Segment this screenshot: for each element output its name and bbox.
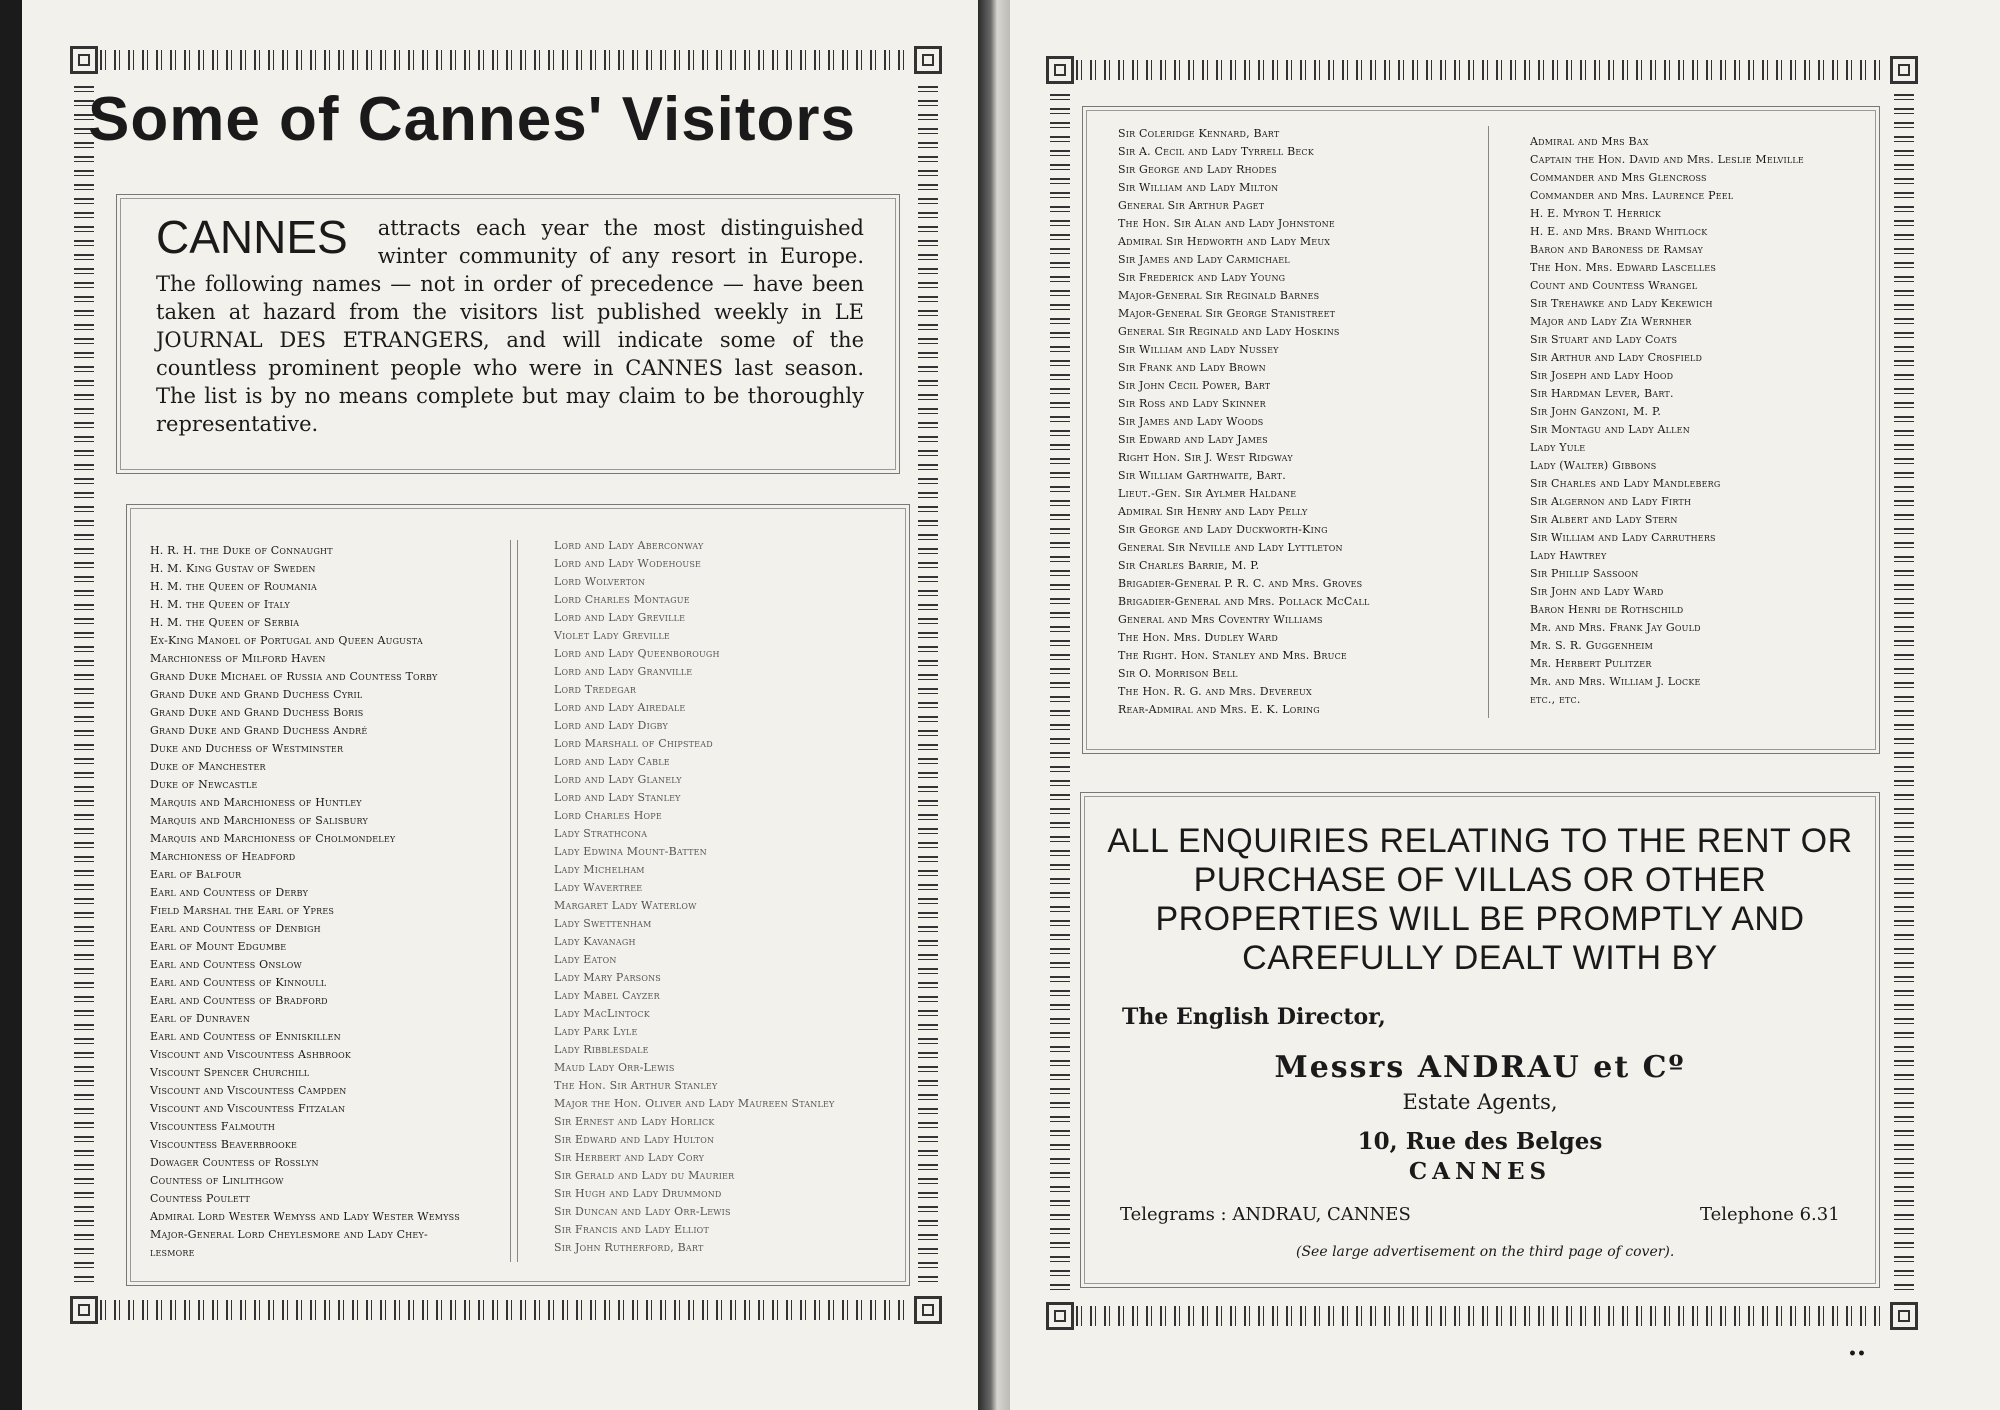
visitor-name: Sir Francis and Lady Elliot — [554, 1223, 709, 1236]
ad-telephone: Telephone 6.31 — [1700, 1204, 1840, 1225]
visitor-name: Sir Arthur and Lady Crosfield — [1530, 351, 1703, 364]
visitor-name: Lady Kavanagh — [554, 935, 636, 948]
visitor-name: Viscountess Falmouth — [150, 1120, 276, 1133]
visitor-name: H. M. the Queen of Roumania — [150, 580, 317, 593]
visitor-name: Lord and Lady Aberconway — [554, 539, 704, 552]
visitor-name: Sir William and Lady Nussey — [1118, 343, 1279, 356]
visitor-name: Earl of Balfour — [150, 868, 242, 881]
visitor-name: Sir Phillip Sassoon — [1530, 567, 1639, 580]
visitor-name: Lord and Lady Airedale — [554, 701, 686, 714]
visitor-name: Sir John Cecil Power, Bart — [1118, 379, 1271, 392]
visitor-name: Lord and Lady Greville — [554, 611, 686, 624]
visitor-name: Sir John Rutherford, Bart — [554, 1241, 704, 1254]
visitors-column-2 — [554, 537, 835, 1257]
visitor-name: Major the Hon. Oliver and Lady Maureen Stanley — [554, 1097, 835, 1110]
visitor-name: Major and Lady Zia Wernher — [1530, 315, 1692, 328]
ornamental-border-left — [74, 86, 94, 1286]
column-divider — [510, 540, 511, 1262]
visitor-name: Lady Strathcona — [554, 827, 648, 840]
intro-lead-word: CANNES — [156, 211, 348, 263]
visitor-name: Duke of Manchester — [150, 760, 266, 773]
visitor-name: Sir Ross and Lady Skinner — [1118, 397, 1266, 410]
visitor-name: H. M. King Gustav of Sweden — [150, 562, 316, 575]
visitor-name: Sir Edward and Lady James — [1118, 433, 1268, 446]
ornamental-border-top — [100, 50, 910, 70]
visitor-name: Sir Edward and Lady Hulton — [554, 1133, 715, 1146]
visitor-name: Captain the Hon. David and Mrs. Leslie Melville — [1530, 153, 1804, 166]
visitor-name: Marchioness of Milford Haven — [150, 652, 326, 665]
visitor-name: H. R. H. the Duke of Connaught — [150, 544, 333, 557]
visitor-name: The Hon. Mrs. Dudley Ward — [1118, 631, 1278, 644]
visitor-name: Rear-Admiral and Mrs. E. K. Loring — [1118, 703, 1320, 716]
visitor-name: Duke and Duchess of Westminster — [150, 742, 344, 755]
visitor-name: Countess Poulett — [150, 1192, 251, 1205]
visitor-name: Earl of Dunraven — [150, 1012, 251, 1025]
visitor-name: Sir Coleridge Kennard, Bart — [1118, 127, 1280, 140]
visitor-name: Viscount and Viscountess Campden — [150, 1084, 347, 1097]
visitor-name: Sir Duncan and Lady Orr-Lewis — [554, 1205, 731, 1218]
visitor-name: Lord Charles Montague — [554, 593, 690, 606]
visitor-name: Mr. Herbert Pulitzer — [1530, 657, 1652, 670]
visitor-name: Lord Charles Hope — [554, 809, 662, 822]
visitor-name: Field Marshal the Earl of Ypres — [150, 904, 335, 917]
visitor-name: Lord Marshall of Chipstead — [554, 737, 713, 750]
visitor-name: Viscount and Viscountess Fitzalan — [150, 1102, 346, 1115]
visitor-name: The Hon. R. G. and Mrs. Devereux — [1118, 685, 1312, 698]
visitor-name: Sir John and Lady Ward — [1530, 585, 1664, 598]
visitor-name: Viscount Spencer Churchill — [150, 1066, 310, 1079]
ornamental-border-top — [1076, 60, 1886, 80]
visitor-name: Dowager Countess of Rosslyn — [150, 1156, 319, 1169]
visitor-name: Admiral and Mrs Bax — [1530, 135, 1649, 148]
visitor-name: General Sir Arthur Paget — [1118, 199, 1265, 212]
intro-text: attracts each year the most distinguished winter community of any resort in Europe. The following names — not in order of precedence — have been taken at hazard from the visitors list published weekly in LE JOURNAL DES ETRANGERS, and will indicate some of the countless prominent people who were in CANNES last season. The list is by no means complete but may claim to be thoroughly representative. — [156, 216, 864, 436]
ornamental-border-right — [918, 86, 938, 1286]
visitor-name: The Hon. Sir Alan and Lady Johnstone — [1118, 217, 1335, 230]
corner-ornament-icon — [70, 46, 98, 74]
visitor-name: H. E. and Mrs. Brand Whitlock — [1530, 225, 1708, 238]
visitor-name: Major-General Sir George Stanistreet — [1118, 307, 1336, 320]
visitor-name: Ex-King Manoel of Portugal and Queen Augusta — [150, 634, 423, 647]
visitor-name: General Sir Neville and Lady Lyttleton — [1118, 541, 1343, 554]
intro-paragraph — [156, 211, 864, 438]
visitor-name: Grand Duke Michael of Russia and Countess Torby — [150, 670, 438, 683]
visitor-name: Brigadier-General P. R. C. and Mrs. Groves — [1118, 577, 1363, 590]
ad-firm-name: Messrs ANDRAU et Cº — [1274, 1050, 1686, 1085]
visitor-name: The Right. Hon. Stanley and Mrs. Bruce — [1118, 649, 1347, 662]
visitor-name: Lady Mabel Cayzer — [554, 989, 660, 1002]
visitor-name: The Hon. Mrs. Edward Lascelles — [1530, 261, 1717, 274]
visitor-name: Sir Charles Barrie, M. P. — [1118, 559, 1260, 572]
visitor-name: Grand Duke and Grand Duchess André — [150, 724, 368, 737]
visitor-name: Sir Charles and Lady Mandleberg — [1530, 477, 1721, 490]
visitor-name: Earl and Countess of Denbigh — [150, 922, 321, 935]
visitor-name: Lord and Lady Digby — [554, 719, 668, 732]
visitor-name: Sir Stuart and Lady Coats — [1530, 333, 1678, 346]
visitor-name: Lord and Lady Queenborough — [554, 647, 720, 660]
corner-ornament-icon — [914, 1296, 942, 1324]
visitor-name: Marchioness of Headford — [150, 850, 296, 863]
visitor-name: Sir Gerald and Lady du Maurier — [554, 1169, 735, 1182]
visitor-name: Lady Edwina Mount-Batten — [554, 845, 707, 858]
visitor-name: Mr. S. R. Guggenheim — [1530, 639, 1654, 652]
visitor-name: Sir O. Morrison Bell — [1118, 667, 1238, 680]
book-gutter — [978, 0, 1010, 1410]
visitor-name: Sir Albert and Lady Stern — [1530, 513, 1678, 526]
ornamental-border-left — [1050, 94, 1070, 1290]
visitor-name: Lady Wavertree — [554, 881, 643, 894]
visitor-name: Sir George and Lady Duckworth-King — [1118, 523, 1328, 536]
visitor-name: Major-General Sir Reginald Barnes — [1118, 289, 1320, 302]
visitor-name: Lady Eaton — [554, 953, 617, 966]
visitor-name: Lady Mary Parsons — [554, 971, 661, 984]
visitor-name: Lord Wolverton — [554, 575, 646, 588]
visitor-name: Countess of Linlithgow — [150, 1174, 284, 1187]
visitor-name: Lord Tredegar — [554, 683, 637, 696]
visitor-name: Grand Duke and Grand Duchess Cyril — [150, 688, 363, 701]
visitor-name: Margaret Lady Waterlow — [554, 899, 697, 912]
visitor-name: Brigadier-General and Mrs. Pollack McCall — [1118, 595, 1370, 608]
corner-ornament-icon — [1046, 1302, 1074, 1330]
visitor-name: Sir Hardman Lever, Bart. — [1530, 387, 1674, 400]
visitor-name: Admiral Lord Wester Wemyss and Lady Wester Wemyss — [150, 1210, 460, 1223]
ornamental-border-right — [1894, 94, 1914, 1290]
visitors-column-4 — [1530, 133, 1804, 709]
page-mark: •• — [1848, 1346, 1866, 1362]
visitor-name: H. M. the Queen of Serbia — [150, 616, 300, 629]
visitor-name: etc., etc. — [1530, 693, 1581, 706]
visitor-name: Lady Park Lyle — [554, 1025, 638, 1038]
visitor-name: Sir Frederick and Lady Young — [1118, 271, 1286, 284]
visitor-name: Sir John Ganzoni, M. P. — [1530, 405, 1662, 418]
visitor-name: Lady Swettenham — [554, 917, 652, 930]
ad-firm-subtitle: Estate Agents, — [1402, 1090, 1558, 1114]
visitor-name: Lady Yule — [1530, 441, 1586, 454]
ad-headline: ALL ENQUIRIES RELATING TO THE RENT OR PURCHASE OF VILLAS OR OTHER PROPERTIES WILL BE PROMPTLY AND CAREFULLY DEALT WITH BY — [1107, 822, 1853, 977]
visitor-name: Earl and Countess of Bradford — [150, 994, 328, 1007]
visitor-name: Lady MacLintock — [554, 1007, 650, 1020]
visitor-name: Admiral Sir Henry and Lady Pelly — [1118, 505, 1308, 518]
visitor-name: Commander and Mrs. Laurence Peel — [1530, 189, 1734, 202]
ornamental-border-bottom — [100, 1300, 910, 1320]
corner-ornament-icon — [914, 46, 942, 74]
visitor-name: Admiral Sir Hedworth and Lady Meux — [1118, 235, 1331, 248]
visitor-name: Lord and Lady Glanely — [554, 773, 682, 786]
visitor-name: Marquis and Marchioness of Huntley — [150, 796, 362, 809]
visitor-name: Grand Duke and Grand Duchess Boris — [150, 706, 364, 719]
visitor-name: Lady (Walter) Gibbons — [1530, 459, 1657, 472]
ad-telegrams: Telegrams : ANDRAU, CANNES — [1120, 1204, 1411, 1225]
visitor-name: Duke of Newcastle — [150, 778, 258, 791]
corner-ornament-icon — [1890, 1302, 1918, 1330]
visitor-name: Sir Frank and Lady Brown — [1118, 361, 1266, 374]
corner-ornament-icon — [1890, 56, 1918, 84]
visitor-name: Sir A. Cecil and Lady Tyrrell Beck — [1118, 145, 1314, 158]
visitor-name: Lord and Lady Cable — [554, 755, 670, 768]
visitor-name: Marquis and Marchioness of Cholmondeley — [150, 832, 396, 845]
corner-ornament-icon — [1046, 56, 1074, 84]
visitor-name: General Sir Reginald and Lady Hoskins — [1118, 325, 1340, 338]
ad-note: (See large advertisement on the third page of cover). — [1296, 1244, 1675, 1260]
visitor-name: Earl and Countess Onslow — [150, 958, 302, 971]
visitor-name: Lieut.-Gen. Sir Aylmer Haldane — [1118, 487, 1297, 500]
ornamental-border-bottom — [1076, 1306, 1886, 1326]
visitor-name: Earl and Countess of Kinnoull — [150, 976, 327, 989]
visitor-name: Commander and Mrs Glencross — [1530, 171, 1707, 184]
visitor-name: Sir Ernest and Lady Horlick — [554, 1115, 715, 1128]
column-divider — [517, 540, 518, 1262]
visitor-name: H. E. Myron T. Herrick — [1530, 207, 1662, 220]
visitors-column-1 — [150, 542, 460, 1262]
visitor-name: Lord and Lady Stanley — [554, 791, 681, 804]
visitor-name: Baron and Baroness de Ramsay — [1530, 243, 1704, 256]
visitor-name: Sir Hugh and Lady Drummond — [554, 1187, 722, 1200]
ad-city: CANNES — [1408, 1158, 1552, 1185]
visitor-name: Major-General Lord Cheylesmore and Lady Chey- — [150, 1228, 428, 1241]
visitor-name: Violet Lady Greville — [554, 629, 670, 642]
visitors-column-3 — [1118, 125, 1369, 719]
page-title: Some of Cannes' Visitors — [88, 85, 857, 154]
visitor-name: The Hon. Sir Arthur Stanley — [554, 1079, 718, 1092]
visitor-name: Viscount and Viscountess Ashbrook — [150, 1048, 352, 1061]
visitor-name: Sir Joseph and Lady Hood — [1530, 369, 1674, 382]
visitor-name: lesmore — [150, 1246, 195, 1259]
visitor-name: Mr. and Mrs. William J. Locke — [1530, 675, 1701, 688]
visitor-name: Sir James and Lady Carmichael — [1118, 253, 1290, 266]
visitor-name: Sir Trehawke and Lady Kekewich — [1530, 297, 1713, 310]
visitor-name: H. M. the Queen of Italy — [150, 598, 290, 611]
visitor-name: Earl of Mount Edgumbe — [150, 940, 287, 953]
column-divider — [1488, 126, 1489, 718]
visitor-name: Earl and Countess of Derby — [150, 886, 309, 899]
visitor-name: Sir William Garthwaite, Bart. — [1118, 469, 1286, 482]
visitor-name: Sir William and Lady Carruthers — [1530, 531, 1716, 544]
visitor-name: Sir William and Lady Milton — [1118, 181, 1279, 194]
visitor-name: Earl and Countess of Enniskillen — [150, 1030, 341, 1043]
visitor-name: General and Mrs Coventry Williams — [1118, 613, 1323, 626]
visitor-name: Lord and Lady Granville — [554, 665, 693, 678]
ad-address: 10, Rue des Belges — [1357, 1128, 1603, 1155]
visitor-name: Mr. and Mrs. Frank Jay Gould — [1530, 621, 1701, 634]
visitor-name: Lady Ribblesdale — [554, 1043, 649, 1056]
visitor-name: Baron Henri de Rothschild — [1530, 603, 1684, 616]
visitor-name: Sir James and Lady Woods — [1118, 415, 1264, 428]
visitor-name: Lady Hawtrey — [1530, 549, 1607, 562]
visitor-name: Maud Lady Orr-Lewis — [554, 1061, 675, 1074]
visitor-name: Lady Michelham — [554, 863, 645, 876]
visitor-name: Sir George and Lady Rhodes — [1118, 163, 1277, 176]
visitor-name: Sir Herbert and Lady Cory — [554, 1151, 705, 1164]
visitor-name: Right Hon. Sir J. West Ridgway — [1118, 451, 1293, 464]
visitor-name: Count and Countess Wrangel — [1530, 279, 1698, 292]
corner-ornament-icon — [70, 1296, 98, 1324]
visitor-name: Sir Algernon and Lady Firth — [1530, 495, 1692, 508]
visitor-name: Viscountess Beaverbrooke — [150, 1138, 298, 1151]
visitor-name: Sir Montagu and Lady Allen — [1530, 423, 1690, 436]
ad-director: The English Director, — [1122, 1004, 1386, 1030]
visitor-name: Lord and Lady Wodehouse — [554, 557, 702, 570]
visitor-name: Marquis and Marchioness of Salisbury — [150, 814, 368, 827]
